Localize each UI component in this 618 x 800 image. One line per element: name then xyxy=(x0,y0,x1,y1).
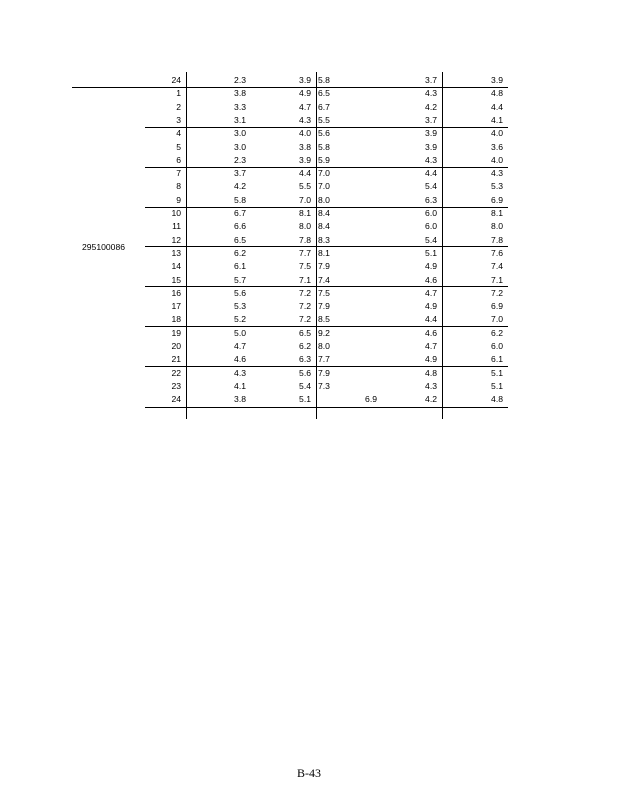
value-cell-6: 4.4 xyxy=(491,101,503,112)
value-cell-5: 6.0 xyxy=(425,221,437,232)
value-cell-1: 5.2 xyxy=(234,314,246,325)
value-cell-3: 9.2 xyxy=(318,327,330,338)
value-cell-1: 3.1 xyxy=(234,114,246,125)
row-divider xyxy=(145,326,508,327)
value-cell-6: 7.0 xyxy=(491,314,503,325)
value-cell-6: 5.1 xyxy=(491,380,503,391)
hour-cell: 24 xyxy=(171,75,181,85)
value-cell-6: 8.0 xyxy=(491,221,503,232)
hour-cell: 16 xyxy=(171,287,181,298)
row-divider xyxy=(145,286,508,287)
value-cell-3: 7.0 xyxy=(318,168,330,179)
value-cell-3: 7.3 xyxy=(318,380,330,391)
value-cell-6: 6.9 xyxy=(491,194,503,205)
value-cell-5: 4.7 xyxy=(425,287,437,298)
hour-cell: 7 xyxy=(176,168,181,179)
hour-cell: 20 xyxy=(171,341,181,351)
value-cell-1: 4.6 xyxy=(234,354,246,365)
value-cell-3: 6.5 xyxy=(318,88,330,99)
value-cell-2: 7.7 xyxy=(299,247,311,258)
value-cell-1: 4.1 xyxy=(234,380,246,391)
value-cell-2: 4.0 xyxy=(299,128,311,139)
value-cell-5: 3.9 xyxy=(425,141,437,152)
hour-cell: 22 xyxy=(171,367,181,378)
value-cell-3: 8.4 xyxy=(318,221,330,232)
value-cell-1: 6.7 xyxy=(234,208,246,218)
value-cell-1: 6.2 xyxy=(234,247,246,258)
value-cell-1: 3.3 xyxy=(234,101,246,112)
value-cell-2: 7.1 xyxy=(299,274,311,285)
hour-cell: 14 xyxy=(171,261,181,272)
value-cell-2: 7.0 xyxy=(299,194,311,205)
hour-cell: 2 xyxy=(176,101,181,112)
value-cell-4 xyxy=(337,235,377,245)
value-cell-3: 8.5 xyxy=(318,314,330,325)
value-cell-5: 4.7 xyxy=(425,341,437,351)
value-cell-4 xyxy=(337,275,377,285)
hour-cell: 11 xyxy=(172,221,181,232)
value-cell-1: 6.6 xyxy=(234,221,246,232)
value-cell-1: 3.0 xyxy=(234,141,246,152)
value-cell-4 xyxy=(337,102,377,112)
row-divider xyxy=(145,167,508,168)
hour-cell: 23 xyxy=(171,380,181,391)
value-cell-3: 7.9 xyxy=(318,367,330,378)
value-cell-4 xyxy=(337,248,377,258)
hour-cell: 19 xyxy=(171,327,181,338)
value-cell-1: 3.7 xyxy=(234,168,246,179)
hour-cell: 3 xyxy=(176,114,181,125)
value-cell-4 xyxy=(337,208,377,218)
value-cell-6: 7.2 xyxy=(491,287,503,298)
value-cell-5: 4.4 xyxy=(425,314,437,325)
value-cell-4 xyxy=(337,155,377,165)
value-cell-3: 6.7 xyxy=(318,101,330,112)
value-cell-2: 7.2 xyxy=(299,301,311,312)
column-rule xyxy=(316,72,317,419)
value-cell-2: 7.2 xyxy=(299,314,311,325)
value-cell-5: 4.3 xyxy=(425,380,437,391)
value-cell-2: 6.2 xyxy=(299,341,311,351)
value-cell-6: 3.9 xyxy=(491,75,503,85)
hour-cell: 24 xyxy=(171,394,181,405)
value-cell-2: 5.5 xyxy=(299,181,311,192)
hour-cell: 12 xyxy=(171,234,181,245)
hour-cell: 21 xyxy=(171,354,181,365)
value-cell-4 xyxy=(337,328,377,338)
value-cell-1: 4.3 xyxy=(234,367,246,378)
value-cell-3: 5.9 xyxy=(318,154,330,165)
value-cell-6: 6.1 xyxy=(491,354,503,365)
value-cell-4 xyxy=(337,195,377,205)
site-id-label: 295100086 xyxy=(82,242,126,252)
value-cell-4 xyxy=(337,354,377,364)
value-cell-4 xyxy=(337,221,377,231)
value-cell-2: 4.7 xyxy=(299,101,311,112)
value-cell-1: 5.0 xyxy=(234,327,246,338)
hour-cell: 1 xyxy=(176,88,181,99)
value-cell-5: 4.2 xyxy=(425,101,437,112)
value-cell-4 xyxy=(337,181,377,191)
value-cell-6: 8.1 xyxy=(491,208,503,218)
hour-cell: 17 xyxy=(171,301,181,312)
value-cell-3: 7.9 xyxy=(318,301,330,312)
hour-cell: 5 xyxy=(176,141,181,152)
value-cell-6: 5.3 xyxy=(491,181,503,192)
row-divider xyxy=(145,207,508,208)
value-cell-2: 6.5 xyxy=(299,327,311,338)
value-cell-3: 7.0 xyxy=(318,181,330,192)
value-cell-1: 3.8 xyxy=(234,88,246,99)
value-cell-5: 3.7 xyxy=(425,114,437,125)
value-cell-5: 4.3 xyxy=(425,88,437,99)
value-cell-4 xyxy=(337,288,377,298)
value-cell-1: 5.8 xyxy=(234,194,246,205)
value-cell-5: 4.8 xyxy=(425,367,437,378)
value-cell-2: 7.5 xyxy=(299,261,311,272)
value-cell-2: 5.1 xyxy=(299,394,311,405)
value-cell-2: 5.4 xyxy=(299,380,311,391)
row-divider xyxy=(145,246,508,247)
value-cell-6: 3.6 xyxy=(491,141,503,152)
value-cell-3: 5.5 xyxy=(318,114,330,125)
value-cell-6: 4.8 xyxy=(491,394,503,405)
table-bottom-border xyxy=(145,407,508,408)
value-cell-3: 8.1 xyxy=(318,247,330,258)
value-cell-6: 7.1 xyxy=(491,274,503,285)
value-cell-4 xyxy=(337,88,377,98)
column-rule xyxy=(186,72,187,419)
hour-cell: 6 xyxy=(176,154,181,165)
value-cell-5: 4.6 xyxy=(425,327,437,338)
hour-cell: 13 xyxy=(171,247,181,258)
value-cell-2: 8.0 xyxy=(299,221,311,232)
hour-cell: 8 xyxy=(176,181,181,192)
value-cell-1: 5.7 xyxy=(234,274,246,285)
hour-cell: 9 xyxy=(176,194,181,205)
value-cell-3: 7.5 xyxy=(318,287,330,298)
value-cell-2: 4.4 xyxy=(299,168,311,179)
value-cell-6: 6.2 xyxy=(491,327,503,338)
value-cell-5: 6.0 xyxy=(425,208,437,218)
value-cell-3: 7.7 xyxy=(318,354,330,365)
value-cell-1: 2.3 xyxy=(234,75,246,85)
value-cell-5: 4.9 xyxy=(425,354,437,365)
row-divider xyxy=(145,366,508,367)
page-number: B-43 xyxy=(297,766,321,780)
value-cell-4 xyxy=(337,314,377,324)
value-cell-2: 4.9 xyxy=(299,88,311,99)
value-cell-3: 7.9 xyxy=(318,261,330,272)
value-cell-4 xyxy=(337,368,377,378)
value-cell-5: 5.4 xyxy=(425,181,437,192)
value-cell-2: 7.2 xyxy=(299,287,311,298)
value-cell-2: 3.8 xyxy=(299,141,311,152)
value-cell-6: 4.0 xyxy=(491,154,503,165)
value-cell-1: 6.1 xyxy=(234,261,246,272)
value-cell-5: 4.9 xyxy=(425,261,437,272)
value-cell-6: 7.8 xyxy=(491,234,503,245)
value-cell-6: 6.0 xyxy=(491,341,503,351)
value-cell-3: 5.8 xyxy=(318,141,330,152)
value-cell-6: 5.1 xyxy=(491,367,503,378)
value-cell-2: 3.9 xyxy=(299,154,311,165)
value-cell-5: 4.3 xyxy=(425,154,437,165)
value-cell-1: 3.0 xyxy=(234,128,246,139)
value-cell-3: 8.0 xyxy=(318,341,330,351)
value-cell-3: 8.4 xyxy=(318,208,330,218)
column-rule xyxy=(442,72,443,419)
value-cell-3: 8.0 xyxy=(318,194,330,205)
value-cell-5: 3.7 xyxy=(425,75,437,85)
value-cell-3: 5.6 xyxy=(318,128,330,139)
value-cell-1: 5.3 xyxy=(234,301,246,312)
value-cell-5: 4.9 xyxy=(425,301,437,312)
value-cell-4 xyxy=(337,75,377,85)
value-cell-6: 7.4 xyxy=(491,261,503,272)
value-cell-4 xyxy=(337,168,377,178)
value-cell-4 xyxy=(337,128,377,138)
value-cell-6: 6.9 xyxy=(491,301,503,312)
value-cell-6: 4.3 xyxy=(491,168,503,179)
value-cell-1: 4.2 xyxy=(234,181,246,192)
value-cell-6: 4.1 xyxy=(491,114,503,125)
value-cell-2: 7.8 xyxy=(299,234,311,245)
value-cell-1: 4.7 xyxy=(234,341,246,351)
value-cell-2: 6.3 xyxy=(299,354,311,365)
value-cell-6: 7.6 xyxy=(491,247,503,258)
value-cell-6: 4.0 xyxy=(491,128,503,139)
hour-cell: 10 xyxy=(171,208,181,218)
hour-cell: 18 xyxy=(171,314,181,325)
value-cell-4 xyxy=(337,261,377,271)
value-cell-4 xyxy=(337,381,377,391)
value-cell-5: 4.6 xyxy=(425,274,437,285)
value-cell-5: 6.3 xyxy=(425,194,437,205)
value-cell-3: 5.8 xyxy=(318,75,330,85)
hour-cell: 15 xyxy=(171,274,181,285)
value-cell-1: 2.3 xyxy=(234,154,246,165)
value-cell-4 xyxy=(337,115,377,125)
value-cell-5: 4.2 xyxy=(425,394,437,405)
value-cell-2: 4.3 xyxy=(299,114,311,125)
value-cell-6: 4.8 xyxy=(491,88,503,99)
value-cell-1: 6.5 xyxy=(234,234,246,245)
value-cell-1: 5.6 xyxy=(234,287,246,298)
value-cell-3: 8.3 xyxy=(318,234,330,245)
value-cell-3: 7.4 xyxy=(318,274,330,285)
value-cell-2: 8.1 xyxy=(299,208,311,218)
value-cell-4: 6.9 xyxy=(365,394,377,405)
value-cell-2: 3.9 xyxy=(299,75,311,85)
value-cell-4 xyxy=(337,142,377,152)
value-cell-5: 3.9 xyxy=(425,128,437,139)
value-cell-4 xyxy=(337,301,377,311)
value-cell-5: 5.4 xyxy=(425,234,437,245)
value-cell-4 xyxy=(337,341,377,351)
value-cell-5: 5.1 xyxy=(425,247,437,258)
hour-cell: 4 xyxy=(176,128,181,139)
value-cell-5: 4.4 xyxy=(425,168,437,179)
value-cell-1: 3.8 xyxy=(234,394,246,405)
row-divider xyxy=(145,127,508,128)
value-cell-2: 5.6 xyxy=(299,367,311,378)
